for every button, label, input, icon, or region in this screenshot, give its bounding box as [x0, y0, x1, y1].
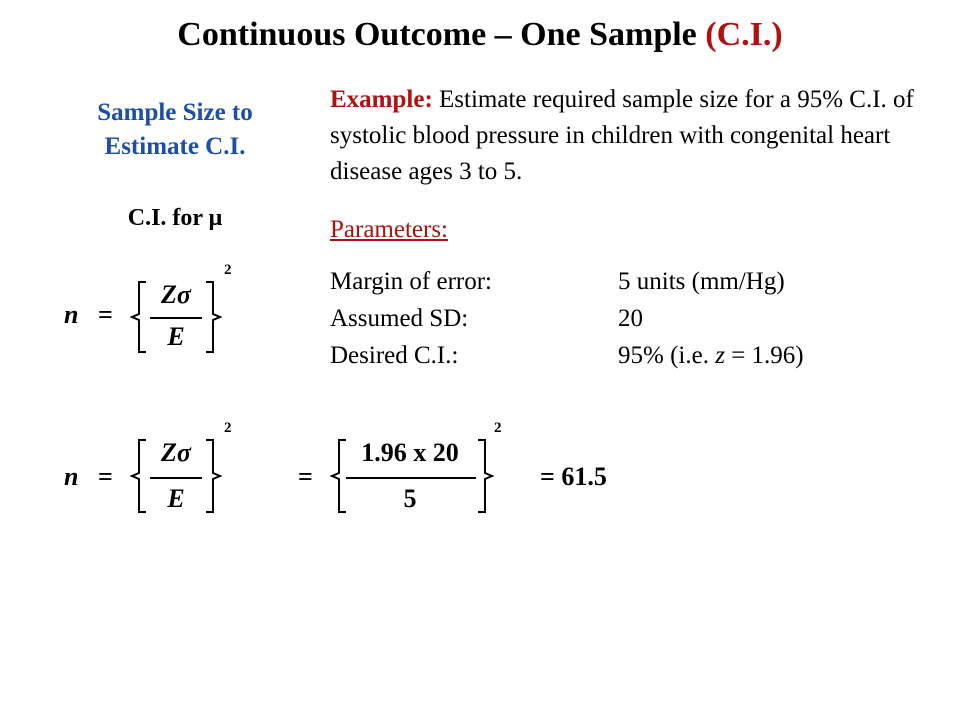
param-key: Assumed SD: [330, 305, 469, 332]
right-bracket-icon [476, 438, 506, 514]
left-bracket-icon [118, 280, 148, 354]
left-bracket-icon [118, 438, 148, 514]
right-bracket-icon [204, 280, 234, 354]
ci-for-mu-label: C.I. for μ [127, 205, 223, 231]
param-value-var: z [715, 342, 725, 369]
param-value-pre: 95% (i.e. [618, 342, 716, 369]
formula-2-exponent: 2 [224, 420, 232, 436]
param-value-post: = 1.96) [724, 342, 804, 369]
formula-2-lhs: n [64, 462, 79, 491]
formula-2-equals-2: = [298, 462, 313, 491]
title-main: Continuous Outcome – One Sample [177, 16, 697, 53]
formula-1-numerator: Zσ [161, 280, 191, 309]
side-heading [40, 96, 310, 164]
example-text: Estimate required sample size for a 95% C.I. of systolic blood pressure in children with congenital heart disease ages 3 to 5. [330, 86, 914, 185]
formula-1-equals: = [98, 300, 113, 329]
fraction-bar [346, 477, 476, 479]
formula-1-denominator: E [167, 322, 185, 351]
formula-2-denominator: E [167, 484, 185, 513]
param-key: Desired C.I.: [330, 342, 459, 369]
formula-2-denominator-values: 5 [403, 484, 417, 513]
param-value [618, 342, 804, 370]
formula-2-numerator: Zσ [161, 438, 191, 467]
side-heading-line2: Estimate C.I. [104, 133, 246, 160]
example-label: Example: [330, 86, 433, 113]
formula-2-result: = 61.5 [540, 462, 607, 491]
slide-title [0, 16, 960, 54]
side-heading-line1: Sample Size to [97, 99, 253, 126]
formula-2-equals: = [98, 462, 113, 491]
param-value: 5 units (mm/Hg) [618, 268, 785, 295]
formula-2-exponent-2: 2 [494, 420, 502, 436]
formula-2-numerator-values: 1.96 x 20 [361, 438, 459, 467]
fraction-bar [150, 317, 202, 319]
right-bracket-icon [204, 438, 234, 514]
example-paragraph [330, 82, 940, 190]
formula-1-exponent: 2 [224, 262, 232, 278]
parameters-heading: Parameters: [330, 216, 449, 243]
title-paren: (C.I.) [705, 16, 783, 53]
fraction-bar [150, 477, 202, 479]
param-value: 20 [618, 305, 643, 332]
param-key: Margin of error: [330, 268, 492, 295]
formula-1-lhs: n [64, 300, 79, 329]
